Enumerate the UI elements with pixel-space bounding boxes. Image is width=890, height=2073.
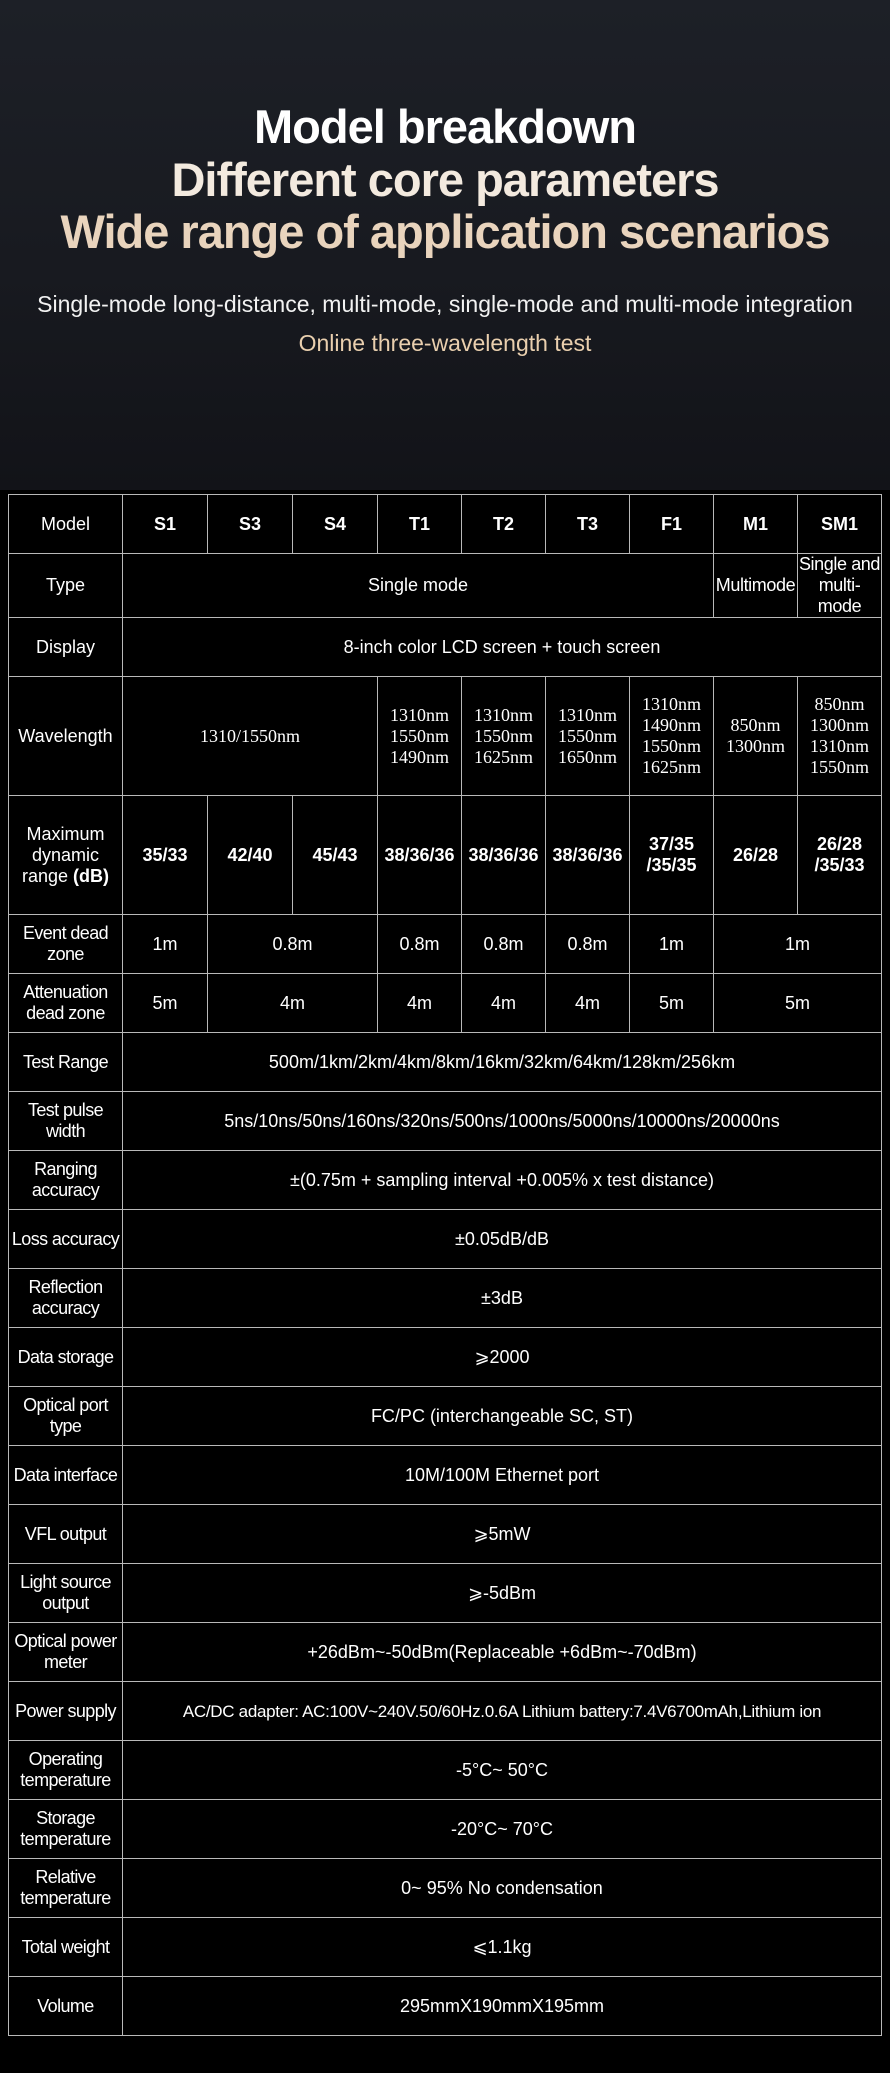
wavelength-item: 1550nm bbox=[389, 725, 449, 746]
row-vfl-output bbox=[9, 1505, 882, 1564]
label-data-storage: Data storage bbox=[9, 1328, 123, 1387]
type-single-mode: Single mode bbox=[123, 554, 714, 618]
range-s3: 42/40 bbox=[208, 796, 293, 915]
label-type: Type bbox=[9, 554, 123, 618]
row-data-storage bbox=[9, 1328, 882, 1387]
wavelength-item: 1310nm bbox=[641, 694, 701, 714]
value-vfl-output: ⩾5mW bbox=[123, 1505, 882, 1564]
event-t2: 0.8m bbox=[462, 915, 546, 974]
value-light-source-output: ⩾-5dBm bbox=[123, 1564, 882, 1623]
row-dynamic-range bbox=[9, 796, 882, 915]
wavelength-sm1 bbox=[798, 677, 882, 796]
wavelength-item: 1550nm bbox=[809, 757, 869, 777]
wavelength-item: 1300nm bbox=[809, 715, 869, 735]
range-t2: 38/36/36 bbox=[462, 796, 546, 915]
label-word: range bbox=[21, 865, 69, 886]
label-test-pulse-width: Test pulse width bbox=[9, 1092, 123, 1151]
wavelength-item: 1310nm bbox=[473, 704, 533, 725]
wavelength-t2 bbox=[462, 677, 546, 796]
value-relative-temperature: 0~ 95% No condensation bbox=[123, 1859, 882, 1918]
display-value: 8-inch color LCD screen + touch screen bbox=[123, 618, 882, 677]
atten-t2: 4m bbox=[462, 974, 546, 1033]
value-operating-temperature: -5°C~ 50°C bbox=[123, 1741, 882, 1800]
label-volume: Volume bbox=[9, 1977, 123, 2036]
label-line: dead zone bbox=[26, 1003, 105, 1023]
wavelength-m1 bbox=[714, 677, 798, 796]
headline-line-2: Different core parameters bbox=[171, 153, 719, 206]
model-m1: M1 bbox=[714, 495, 798, 554]
event-t1: 0.8m bbox=[378, 915, 462, 974]
wavelength-item: 850nm bbox=[814, 694, 865, 714]
label-line: temperature bbox=[20, 1770, 111, 1790]
wavelength-s-models: 1310/1550nm bbox=[123, 677, 378, 796]
value-test-range: 500m/1km/2km/4km/8km/16km/32km/64km/128km/256km bbox=[123, 1033, 882, 1092]
value-reflection-accuracy: ±3dB bbox=[123, 1269, 882, 1328]
range-t1: 38/36/36 bbox=[378, 796, 462, 915]
label-event-dead-zone: Event dead zone bbox=[9, 915, 123, 974]
label-line: output bbox=[42, 1593, 89, 1613]
label-test-range: Test Range bbox=[9, 1033, 123, 1092]
row-power-supply bbox=[9, 1682, 882, 1741]
value-loss-accuracy: ±0.05dB/dB bbox=[123, 1210, 882, 1269]
label-data-interface: Data interface bbox=[9, 1446, 123, 1505]
row-event-dead-zone bbox=[9, 915, 882, 974]
value-volume: 295mmX190mmX195mm bbox=[123, 1977, 882, 2036]
atten-s3-s4: 4m bbox=[208, 974, 378, 1033]
atten-t3: 4m bbox=[546, 974, 630, 1033]
label-line: temperature bbox=[20, 1829, 111, 1849]
wavelength-item: 850nm bbox=[730, 715, 781, 735]
spec-table bbox=[8, 494, 882, 2036]
label-dynamic-range bbox=[9, 796, 123, 915]
model-s4: S4 bbox=[293, 495, 378, 554]
value-optical-port-type: FC/PC (interchangeable SC, ST) bbox=[123, 1387, 882, 1446]
row-test-range bbox=[9, 1033, 882, 1092]
range-t3: 38/36/36 bbox=[546, 796, 630, 915]
label-line: Optical power bbox=[14, 1631, 117, 1651]
wavelength-item: 1310nm bbox=[389, 704, 449, 725]
wavelength-item: 1625nm bbox=[473, 746, 533, 767]
label-loss-accuracy: Loss accuracy bbox=[9, 1210, 123, 1269]
label-line: Attenuation bbox=[23, 982, 108, 1002]
model-s3: S3 bbox=[208, 495, 293, 554]
model-t3: T3 bbox=[546, 495, 630, 554]
row-storage-temperature bbox=[9, 1800, 882, 1859]
range-m1: 26/28 bbox=[714, 796, 798, 915]
value-storage-temperature: -20°C~ 70°C bbox=[123, 1800, 882, 1859]
wavelength-item: 1650nm bbox=[557, 746, 617, 767]
subtitle-online-test: Online three-wavelength test bbox=[298, 330, 592, 356]
wavelength-item: 1625nm bbox=[641, 757, 701, 777]
label-line: Light source bbox=[20, 1572, 111, 1592]
event-f1: 1m bbox=[630, 915, 714, 974]
row-type bbox=[9, 554, 882, 618]
row-ranging-accuracy bbox=[9, 1151, 882, 1210]
value-power-supply: AC/DC adapter: AC:100V~240V.50/60Hz.0.6A Lithium battery:7.4V6700mAh,Lithium ion bbox=[123, 1682, 882, 1741]
range-line: /35/35 bbox=[646, 855, 697, 875]
label-line: dynamic bbox=[31, 844, 100, 865]
label-line: Relative bbox=[35, 1867, 96, 1887]
value-test-pulse-width: 5ns/10ns/50ns/160ns/320ns/500ns/1000ns/5000ns/10000ns/20000ns bbox=[123, 1092, 882, 1151]
wavelength-item: 1550nm bbox=[473, 725, 533, 746]
wavelength-t1 bbox=[378, 677, 462, 796]
row-data-interface bbox=[9, 1446, 882, 1505]
label-model: Model bbox=[9, 495, 123, 554]
row-operating-temperature bbox=[9, 1741, 882, 1800]
wavelength-item: 1550nm bbox=[641, 736, 701, 756]
range-s1: 35/33 bbox=[123, 796, 208, 915]
atten-s1: 5m bbox=[123, 974, 208, 1033]
subtitle-models: Single-mode long-distance, multi-mode, single-mode and multi-mode integration bbox=[37, 291, 853, 317]
label-light-source-output bbox=[9, 1564, 123, 1623]
label-line: Maximum bbox=[26, 823, 105, 844]
row-volume bbox=[9, 1977, 882, 2036]
wavelength-t3 bbox=[546, 677, 630, 796]
range-line: 37/35 bbox=[648, 834, 695, 854]
label-line: Operating bbox=[28, 1749, 103, 1769]
range-sm1 bbox=[798, 796, 882, 915]
label-vfl-output: VFL output bbox=[9, 1505, 123, 1564]
event-t3: 0.8m bbox=[546, 915, 630, 974]
range-f1 bbox=[630, 796, 714, 915]
row-attenuation-dead-zone bbox=[9, 974, 882, 1033]
atten-t1: 4m bbox=[378, 974, 462, 1033]
headline-line-3: Wide range of application scenarios bbox=[60, 205, 830, 258]
label-wavelength: Wavelength bbox=[9, 677, 123, 796]
range-line: 26/28 bbox=[816, 834, 863, 854]
label-optical-power-meter bbox=[9, 1623, 123, 1682]
type-multimode: Multimode bbox=[714, 554, 798, 618]
row-test-pulse-width bbox=[9, 1092, 882, 1151]
wavelength-item: 1490nm bbox=[641, 715, 701, 735]
label-line: Storage bbox=[36, 1808, 95, 1828]
row-wavelength bbox=[9, 677, 882, 796]
label-unit: (dB) bbox=[73, 865, 110, 886]
row-loss-accuracy bbox=[9, 1210, 882, 1269]
range-s4: 45/43 bbox=[293, 796, 378, 915]
value-total-weight: ⩽1.1kg bbox=[123, 1918, 882, 1977]
value-data-storage: ⩾2000 bbox=[123, 1328, 882, 1387]
wavelength-item: 1310nm bbox=[557, 704, 617, 725]
label-storage-temperature bbox=[9, 1800, 123, 1859]
label-total-weight: Total weight bbox=[9, 1918, 123, 1977]
wavelength-f1 bbox=[630, 677, 714, 796]
row-model bbox=[9, 495, 882, 554]
wavelength-item: 1300nm bbox=[725, 736, 785, 756]
row-total-weight bbox=[9, 1918, 882, 1977]
event-m1-sm1: 1m bbox=[714, 915, 882, 974]
label-power-supply: Power supply bbox=[9, 1682, 123, 1741]
label-display: Display bbox=[9, 618, 123, 677]
label-line: meter bbox=[43, 1652, 87, 1672]
range-line: /35/33 bbox=[814, 855, 865, 875]
atten-f1: 5m bbox=[630, 974, 714, 1033]
headline-line-1: Model breakdown bbox=[254, 100, 636, 153]
model-sm1: SM1 bbox=[798, 495, 882, 554]
event-s1: 1m bbox=[123, 915, 208, 974]
row-reflection-accuracy bbox=[9, 1269, 882, 1328]
value-ranging-accuracy: ±(0.75m + sampling interval +0.005% x test distance) bbox=[123, 1151, 882, 1210]
model-f1: F1 bbox=[630, 495, 714, 554]
row-light-source-output bbox=[9, 1564, 882, 1623]
wavelength-item: 1490nm bbox=[389, 746, 449, 767]
model-t1: T1 bbox=[378, 495, 462, 554]
value-optical-power-meter: +26dBm~-50dBm(Replaceable +6dBm~-70dBm) bbox=[123, 1623, 882, 1682]
value-data-interface: 10M/100M Ethernet port bbox=[123, 1446, 882, 1505]
label-operating-temperature bbox=[9, 1741, 123, 1800]
label-attenuation-dead-zone bbox=[9, 974, 123, 1033]
wavelength-item: 1310nm bbox=[809, 736, 869, 756]
model-s1: S1 bbox=[123, 495, 208, 554]
label-line: temperature bbox=[20, 1888, 111, 1908]
label-optical-port-type: Optical port type bbox=[9, 1387, 123, 1446]
atten-m1-sm1: 5m bbox=[714, 974, 882, 1033]
row-optical-port-type bbox=[9, 1387, 882, 1446]
row-display bbox=[9, 618, 882, 677]
event-s3-s4: 0.8m bbox=[208, 915, 378, 974]
row-relative-temperature bbox=[9, 1859, 882, 1918]
type-single-and-multi: Single and multi-mode bbox=[798, 554, 881, 616]
row-optical-power-meter bbox=[9, 1623, 882, 1682]
wavelength-item: 1550nm bbox=[557, 725, 617, 746]
label-ranging-accuracy: Ranging accuracy bbox=[9, 1151, 123, 1210]
label-reflection-accuracy: Reflection accuracy bbox=[9, 1269, 123, 1328]
model-t2: T2 bbox=[462, 495, 546, 554]
label-relative-temperature bbox=[9, 1859, 123, 1918]
label-line bbox=[9, 866, 122, 887]
